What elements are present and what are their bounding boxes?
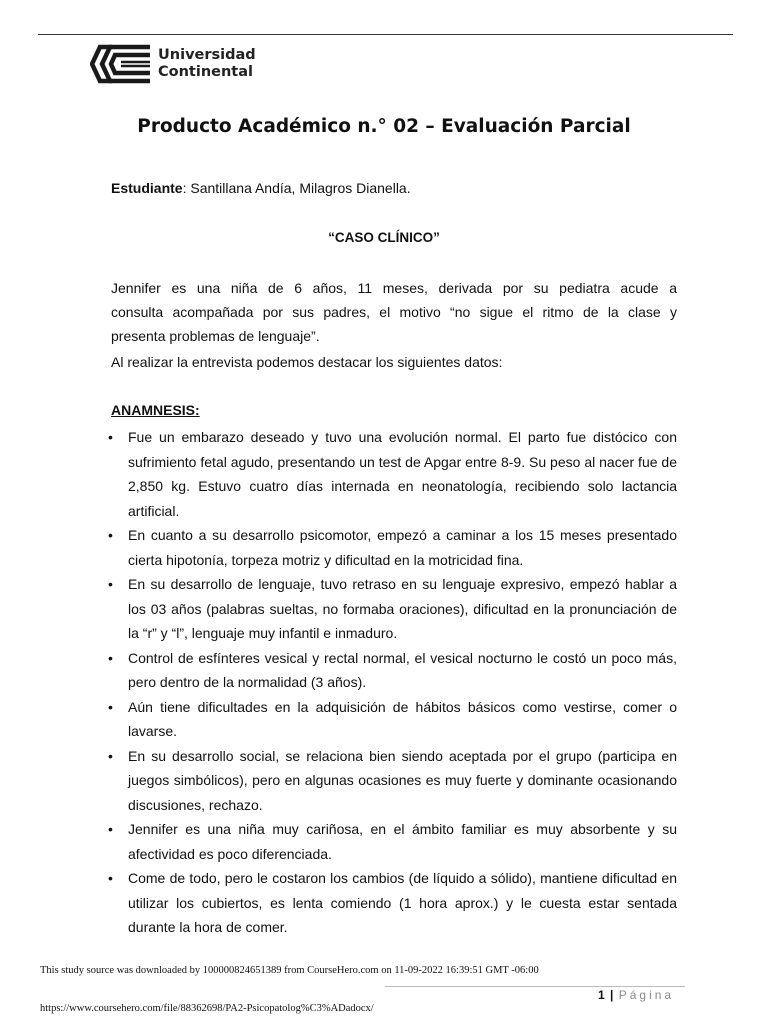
- list-item-text: Aún tiene dificultades en la adquisición de hábitos básicos como vestirse, comer o lavarse.: [128, 698, 677, 739]
- bullet-icon: •: [108, 576, 113, 592]
- list-item: [104, 695, 677, 744]
- list-item-text: En cuanto a su desarrollo psicomotor, empezó a caminar a los 15 meses presentado cierta hipotonía, torpeza motriz y dificultad en la motricidad fina.: [128, 527, 677, 568]
- case-title: “CASO CLÍNICO”: [328, 230, 440, 245]
- logo-line-2: Continental: [158, 64, 253, 80]
- list-item: [104, 744, 677, 818]
- bullet-icon: •: [108, 698, 113, 715]
- list-item: [104, 817, 677, 866]
- section-heading-anamnesis: ANAMNESIS:: [111, 402, 200, 418]
- list-item-text: Fue un embarazo deseado y tuvo una evolución normal. El parto fue distócico con sufrimiento fetal agudo, presentando un test de Apgar entre 8-9. Su peso al nacer fue de 2,850 kg. Estuvo cuatro días internada en neonatología, recibiendo solo lactancia artificial.: [128, 429, 677, 519]
- list-item-text: En su desarrollo de lenguaje, tuvo retraso en su lenguaje expresivo, empezó hablar a los 03 años (palabras sueltas, no formaba oraciones), dificultad en la pronunciación de la “r” y “l”, lenguaje muy infantil e inmaduro.: [128, 576, 677, 641]
- page-number-value: 1: [598, 988, 605, 1002]
- list-item: [104, 572, 677, 646]
- list-item-text: En su desarrollo social, se relaciona bien siendo aceptada por el grupo (participa en juegos simbólicos), pero en algunas ocasiones es muy fuerte y dominante ocasionando discusiones, rechazo.: [128, 747, 677, 813]
- university-logo: [90, 43, 256, 85]
- list-item: [104, 646, 677, 695]
- download-source-note: This study source was downloaded by 100000824651389 from CourseHero.com on 11-09-2022 16:39:51 GMT -06:00: [40, 965, 539, 976]
- bullet-icon: •: [108, 747, 113, 764]
- intro-paragraph-2: Al realizar la entrevista podemos destacar los siguientes datos:: [111, 354, 503, 370]
- footer-rule: [385, 986, 685, 987]
- intro-line-3: presenta problemas de lenguaje”.: [111, 328, 320, 344]
- page-label: Página: [618, 988, 675, 1002]
- bullet-icon: •: [108, 649, 113, 666]
- page-separator: |: [610, 988, 614, 1002]
- list-item-text: Come de todo, pero le costaron los cambios (de líquido a sólido), mantiene dificultad en utilizar los cubiertos, es lenta comiendo (1 hora aprox.) y le cuesta estar sentada durante la hora de comer.: [128, 870, 677, 935]
- list-item-text: Control de esfínteres vesical y rectal normal, el vesical nocturno le costó un poco más, pero dentro de la normalidad (3 años).: [128, 649, 677, 690]
- intro-line-2: consulta acompañada por sus padres, el motivo “no sigue el ritmo de la clase y: [111, 304, 677, 320]
- list-item: [104, 866, 677, 940]
- logo-line-1: Universidad: [158, 47, 256, 63]
- anamnesis-list: [104, 425, 677, 940]
- student-line: [111, 180, 411, 196]
- list-item-text: Jennifer es una niña muy cariñosa, en el ámbito familiar es muy absorbente y su afectividad es poco diferenciada.: [128, 821, 677, 862]
- bullet-icon: •: [108, 870, 113, 886]
- continental-logo-icon: [90, 43, 150, 85]
- bullet-icon: •: [108, 429, 113, 445]
- student-label: Estudiante: [111, 180, 183, 196]
- intro-line-1: Jennifer es una niña de 6 años, 11 meses, derivada por su pediatra acude a: [111, 280, 677, 296]
- list-item: [104, 425, 677, 523]
- bullet-icon: •: [108, 821, 113, 837]
- bullet-icon: •: [108, 527, 113, 543]
- list-item: [104, 523, 677, 572]
- page-number: [598, 988, 674, 1002]
- document-title: Producto Académico n.° 02 – Evaluación Parcial: [137, 116, 631, 137]
- intro-paragraph: [111, 276, 677, 348]
- header-rule: [38, 34, 733, 35]
- source-url[interactable]: https://www.coursehero.com/file/88362698/PA2-Psicopatolog%C3%ADadocx/: [40, 1003, 374, 1014]
- student-name: Santillana Andía, Milagros Dianella.: [190, 180, 411, 196]
- student-colon: :: [182, 180, 187, 196]
